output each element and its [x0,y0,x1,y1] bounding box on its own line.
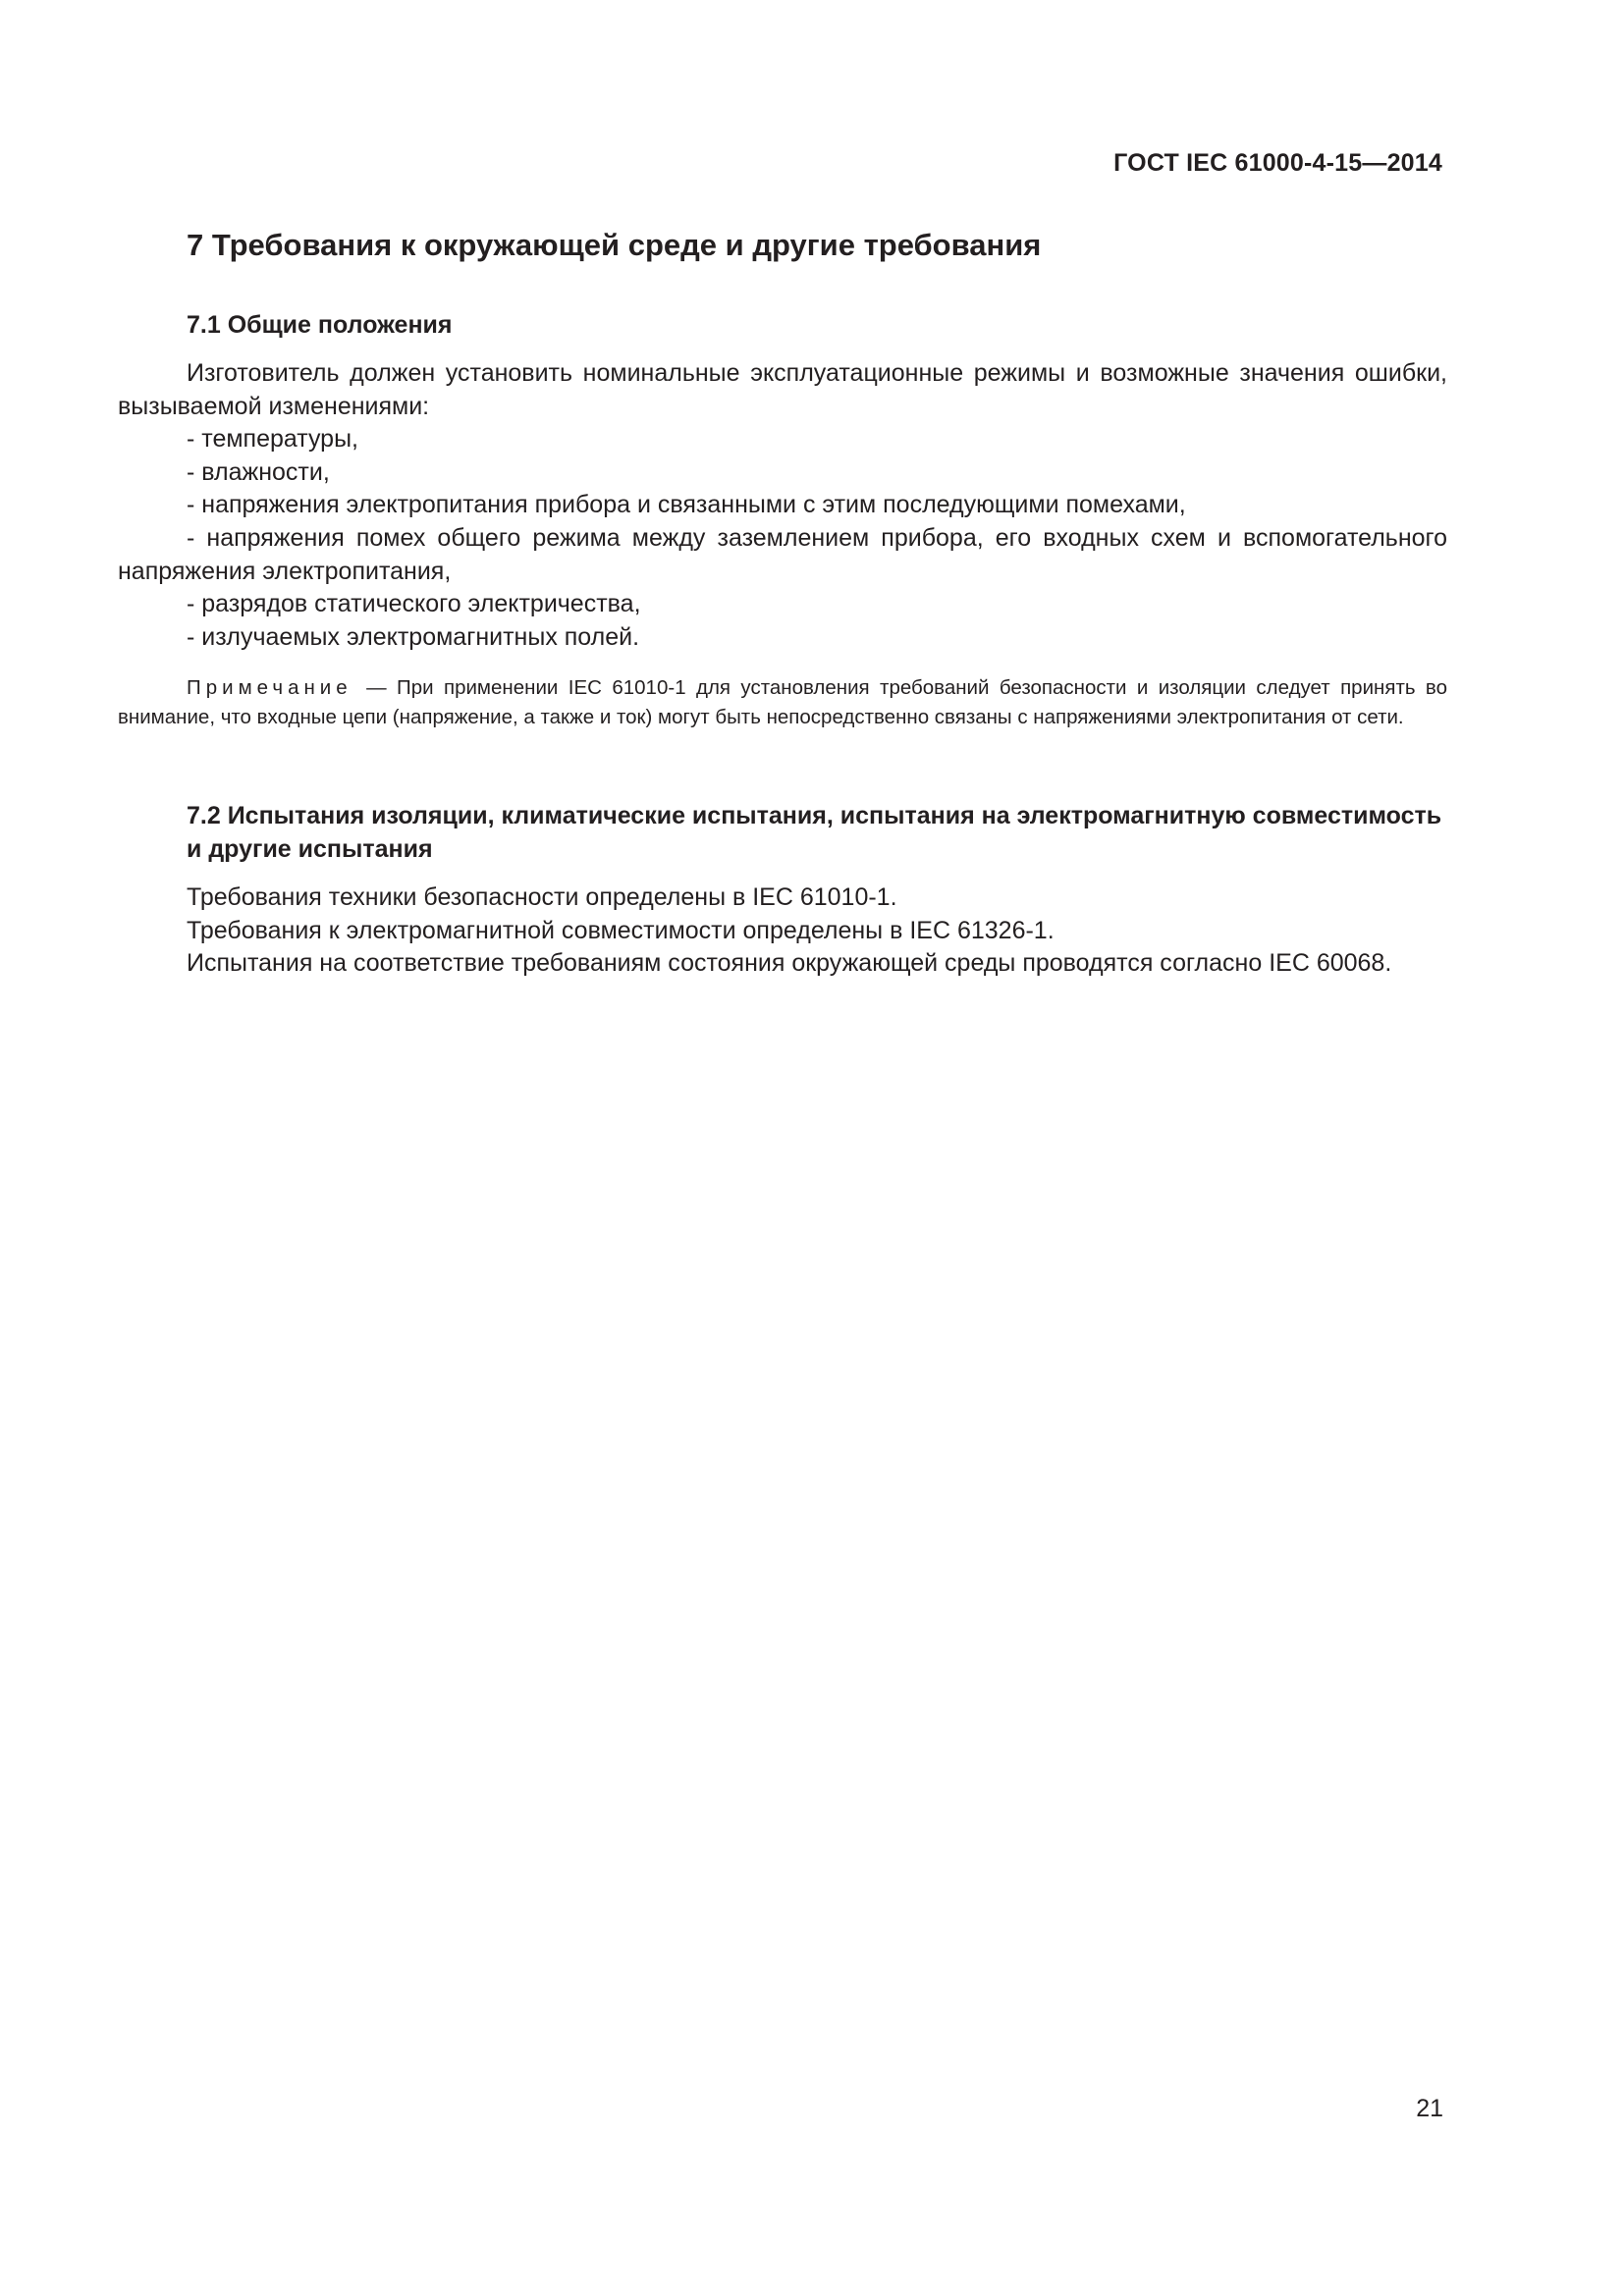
paragraph: Требования к электромагнитной совместимости определены в IEC 61326-1. [187,916,1055,944]
document-code: ГОСТ IEC 61000-4-15—2014 [1113,149,1442,177]
subsection-title-7-2: 7.2 Испытания изоляции, климатические испытания, испытания на электромагнитную совместимость и другие испытания [187,802,1442,863]
subsection-title-7-1: 7.1 Общие положения [187,311,453,339]
list-item: - влажности, [187,457,330,486]
list-item: - напряжения электропитания прибора и связанными с этим последующими помехами, [187,491,1186,519]
section-title: 7 Требования к окружающей среде и другие требования [187,228,1042,262]
section-7-2-body [118,881,1447,981]
note-text: — При применении IEC 61010-1 для установления требований безопасности и изоляции следует принять во внимание, что входные цепи (напряжение, а также и ток) могут быть непосредственно связаны с напряжениями электропитания от сети. [118,676,1447,728]
list-item: - температуры, [187,425,358,454]
list-item: - излучаемых электромагнитных полей. [187,622,640,651]
section-7-1-body [118,357,1447,654]
note [118,673,1447,732]
paragraph: Испытания на соответствие требованиям состояния окружающей среды проводятся согласно IEC 60068. [187,949,1392,978]
note-label: Примечание [187,676,352,699]
page-number: 21 [1416,2095,1443,2122]
list-item: - напряжения помех общего режима между заземлением прибора, его входных схем и вспомогательного напряжения электропитания, [118,523,1447,585]
list-item: - разрядов статического электричества, [187,590,641,618]
paragraph: Требования техники безопасности определены в IEC 61010-1. [187,883,897,911]
intro-paragraph: Изготовитель должен установить номинальные эксплуатационные режимы и возможные значения ошибки, вызываемой изменениями: [118,359,1447,420]
